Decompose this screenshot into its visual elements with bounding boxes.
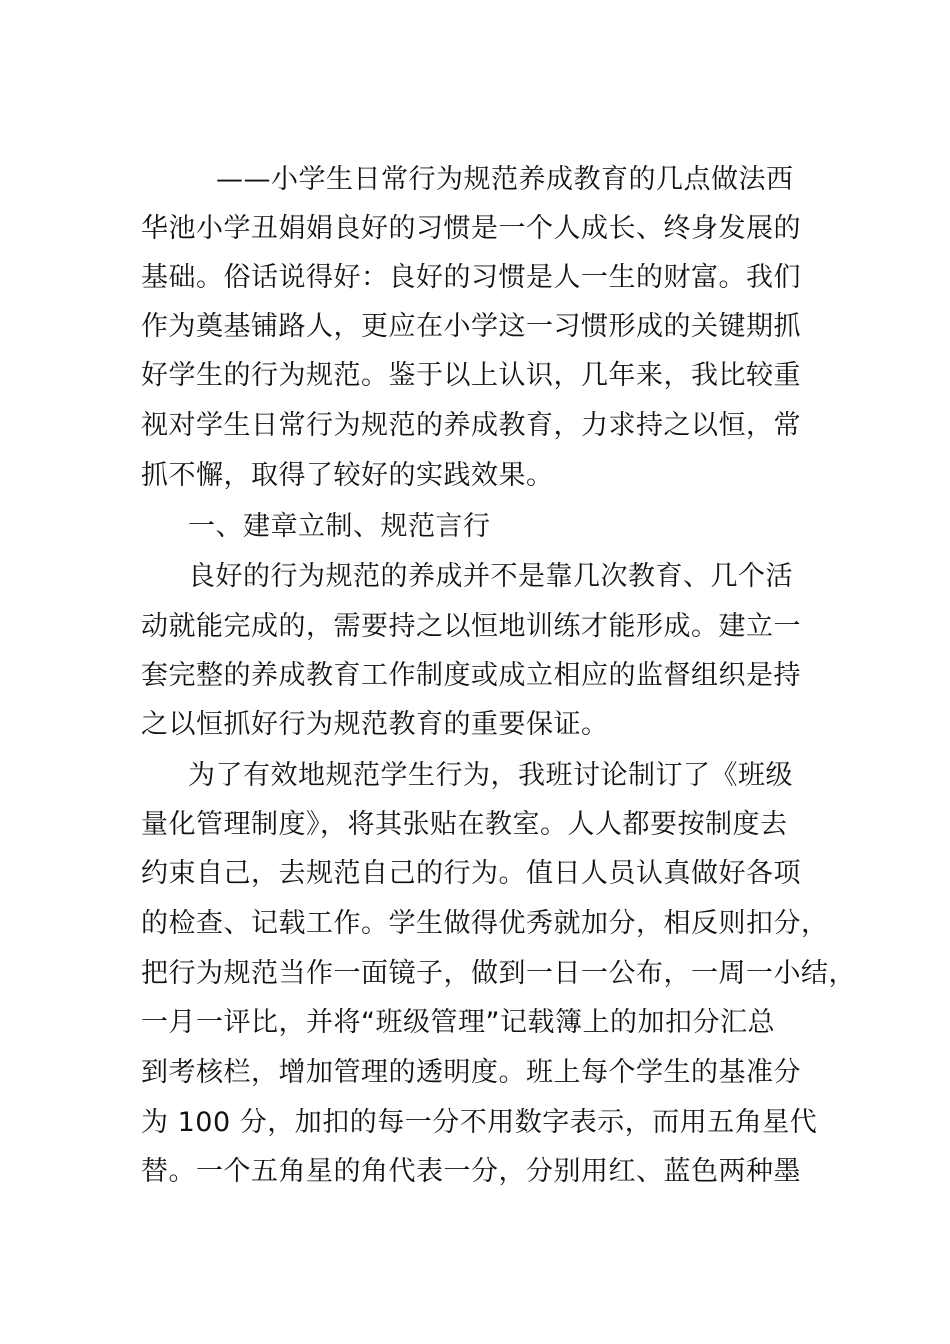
text-line: 视对学生日常行为规范的养成教育，力求持之以恒，常 xyxy=(141,410,801,441)
subtitle-line: ——小学生日常行为规范养成教育的几点做法西 xyxy=(216,164,794,195)
text-line: 好学生的行为规范。鉴于以上认识，几年来，我比较重 xyxy=(141,360,801,391)
section-heading: 一、建章立制、规范言行 xyxy=(188,511,491,542)
text-line: 良好的行为规范的养成并不是靠几次教育、几个活 xyxy=(188,561,793,592)
text-line: 动就能完成的，需要持之以恒地训练才能形成。建立一 xyxy=(141,611,801,642)
text-line: 华池小学丑娟娟良好的习惯是一个人成长、终身发展的 xyxy=(141,213,801,244)
text-line: 之以恒抓好行为规范教育的重要保证。 xyxy=(141,709,609,740)
text-line: 基础。俗话说得好：良好的习惯是人一生的财富。我们 xyxy=(141,262,801,293)
text-line: 量化管理制度》，将其张贴在教室。人人都要按制度去 xyxy=(141,809,788,840)
text-line: 把行为规范当作一面镜子，做到一日一公布，一周一小结， xyxy=(141,958,856,989)
text-line: 约束自己，去规范自己的行为。值日人员认真做好各项 xyxy=(141,858,801,889)
text-line: 抓不懈，取得了较好的实践效果。 xyxy=(141,460,554,491)
text-line: 替。一个五角星的角代表一分，分别用红、蓝色两种墨 xyxy=(141,1156,801,1187)
text-line: 为了有效地规范学生行为，我班讨论制订了《班级 xyxy=(188,760,793,791)
text-line: 的检查、记载工作。学生做得优秀就加分，相反则扣分， xyxy=(141,908,829,939)
text-line: 到考核栏，增加管理的透明度。班上每个学生的基准分 xyxy=(141,1057,801,1088)
text-line: 作为奠基铺路人，更应在小学这一习惯形成的关键期抓 xyxy=(141,311,801,342)
text-line: 一月一评比，并将“班级管理”记载簿上的加扣分汇总 xyxy=(141,1007,775,1038)
text-line: 为 100 分，加扣的每一分不用数字表示，而用五角星代 xyxy=(141,1107,818,1138)
text-line: 套完整的养成教育工作制度或成立相应的监督组织是持 xyxy=(141,660,801,691)
